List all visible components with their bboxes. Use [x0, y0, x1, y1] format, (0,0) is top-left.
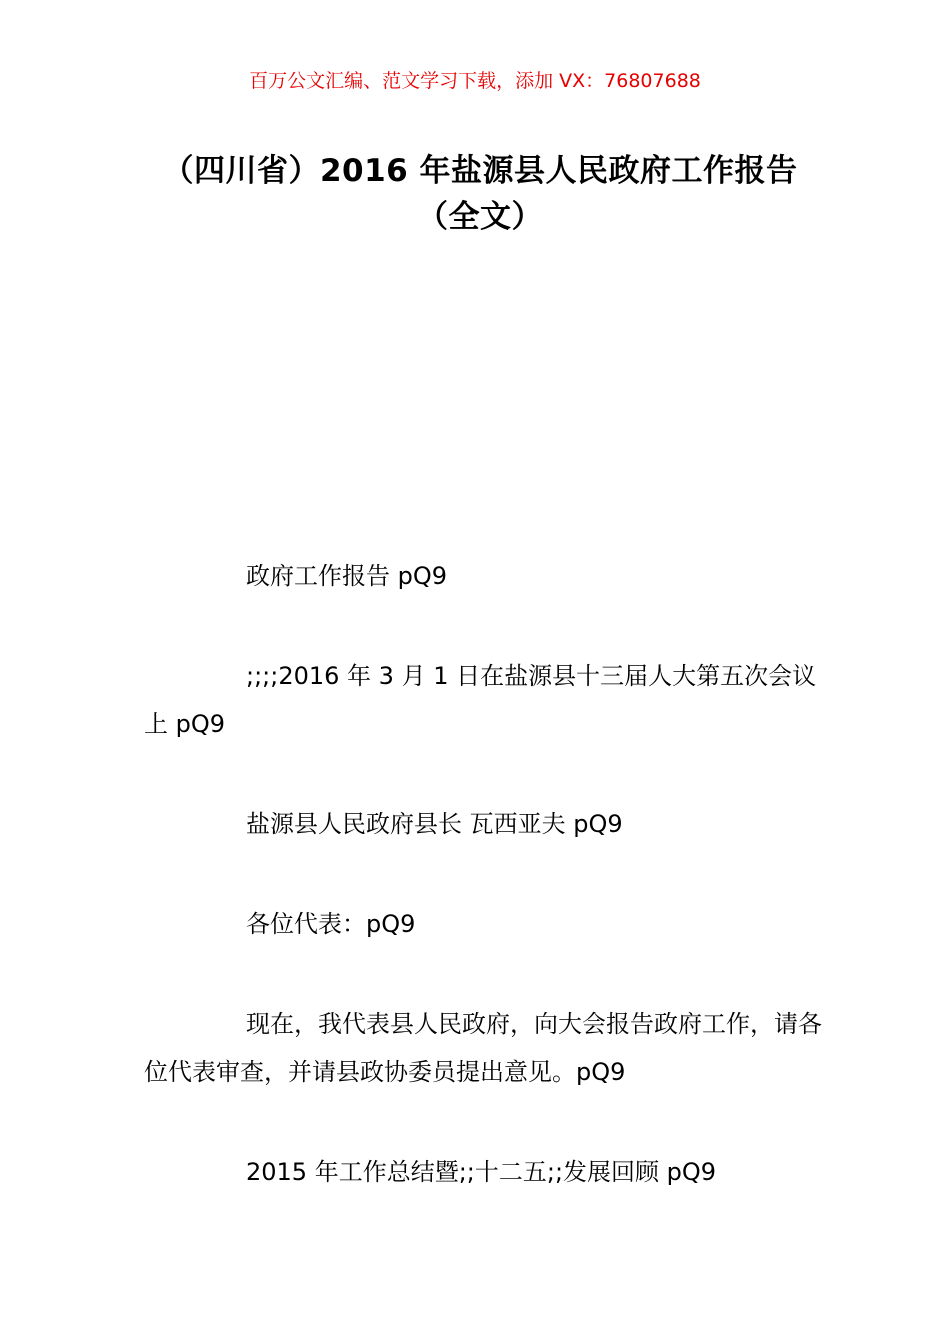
paragraph: 2015 年工作总结暨;;十二五;;发展回顾 pQ9 — [246, 1158, 717, 1186]
paragraph: 各位代表：pQ9 — [246, 910, 416, 938]
document-body — [144, 552, 834, 1248]
paragraph: 盐源县人民政府县长 瓦西亚夫 pQ9 — [246, 810, 623, 838]
paragraph: 现在，我代表县人民政府，向大会报告政府工作，请各位代表审查，并请县政协委员提出意见。pQ9 — [144, 1010, 822, 1086]
paragraph: ;;;;2016 年 3 月 1 日在盐源县十三届人大第五次会议上 pQ9 — [144, 662, 817, 738]
paragraph: 政府工作报告 pQ9 — [246, 562, 448, 590]
document-title: （四川省）2016 年盐源县人民政府工作报告（全文） — [162, 153, 798, 235]
header-banner: 百万公文汇编、范文学习下载，添加 VX：76807688 — [249, 70, 701, 92]
